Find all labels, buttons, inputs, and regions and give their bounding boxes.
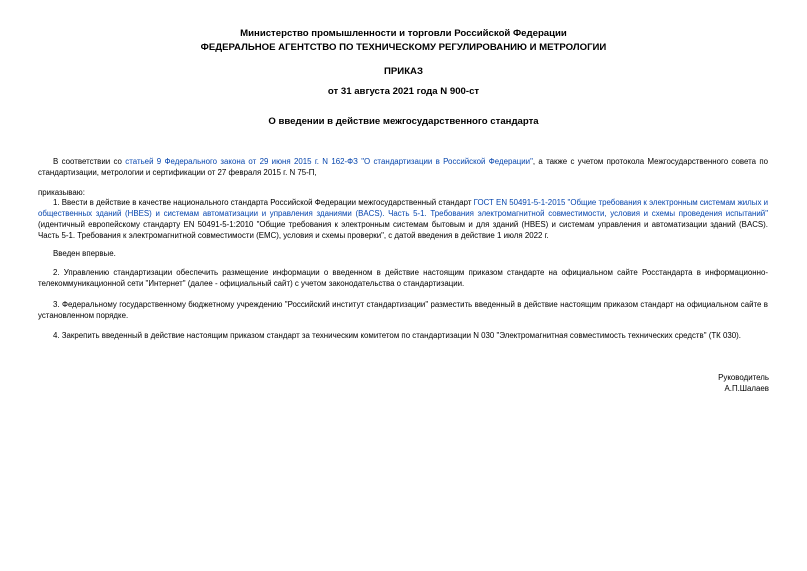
signature-name: А.П.Шалаев	[724, 384, 769, 393]
document-title: О введении в действие межгосударственного стандарта	[268, 116, 539, 127]
signature-position: Руководитель	[718, 373, 769, 382]
item-3-paragraph: 3. Федеральному государственному бюджетному учреждению "Российский институт стандартизации" разместить введенный в действие настоящим приказом стандарт на официальном сайте в установленном порядке.	[38, 300, 768, 320]
gost-standard-link[interactable]: ГОСТ EN 50491-5-1-2015 "Общие требования к электронным системам жилых и общественных зданий (HBES) и системам автоматизации и управления зданиями (BACS). Часть 5-1. Требования электромагнитной совместимости, условия и схемы проведения испытаний"	[38, 198, 769, 218]
order-word: приказываю:	[38, 188, 85, 197]
ministry-heading: Министерство промышленности и торговли Российской Федерации	[240, 28, 567, 39]
preamble-paragraph	[38, 156, 768, 178]
introduced-first-note: Введен впервые.	[53, 249, 116, 258]
item-1-start: 1. Ввести в действие в качестве национального стандарта Российской Федерации межгосударственный стандарт	[53, 198, 474, 207]
federal-law-link[interactable]: статьей 9 Федерального закона от 29 июня 2015 г. N 162-ФЗ "О стандартизации в Российской Федерации"	[125, 157, 533, 166]
preamble-rest: , а также с учетом протокола Межгосударственного совета по стандартизации, метрологии и сертификации от 27 февраля 2015 г. N 75-П,	[38, 157, 768, 177]
item-1-rest: (идентичный европейскому стандарту EN 50491-5-1:2010 "Общие требования к электронным системам бытовым и для зданий (HBES) и системам управления и автоматизации зданий (BACS). Часть 5-1. Требования к электромагнитной совместимости (ЕМС), условия и схемы проверки", с датой введения в действие 1 июля 2022 г.	[38, 220, 768, 240]
item-1-paragraph	[38, 197, 768, 241]
item-2-paragraph: 2. Управлению стандартизации обеспечить размещение информации о введенном в действие настоящим приказом стандарте на официальном сайте Росстандарта в информационно-телекоммуникационной сети "Интернет" (далее - официальный сайт) с учетом законодательства о стандартизации.	[38, 268, 768, 288]
date-number-heading: от 31 августа 2021 года N 900-ст	[327, 86, 480, 97]
agency-heading: ФЕДЕРАЛЬНОЕ АГЕНТСТВО ПО ТЕХНИЧЕСКОМУ РЕГУЛИРОВАНИЮ И МЕТРОЛОГИИ	[200, 42, 607, 53]
preamble-start: В соответствии со	[53, 157, 126, 166]
doc-type-heading: ПРИКАЗ	[384, 66, 423, 77]
item-4-paragraph: 4. Закрепить введенный в действие настоящим приказом стандарт за техническим комитетом по стандартизации N 030 "Электромагнитная совместимость технических средств" (ТК 030).	[53, 331, 741, 340]
